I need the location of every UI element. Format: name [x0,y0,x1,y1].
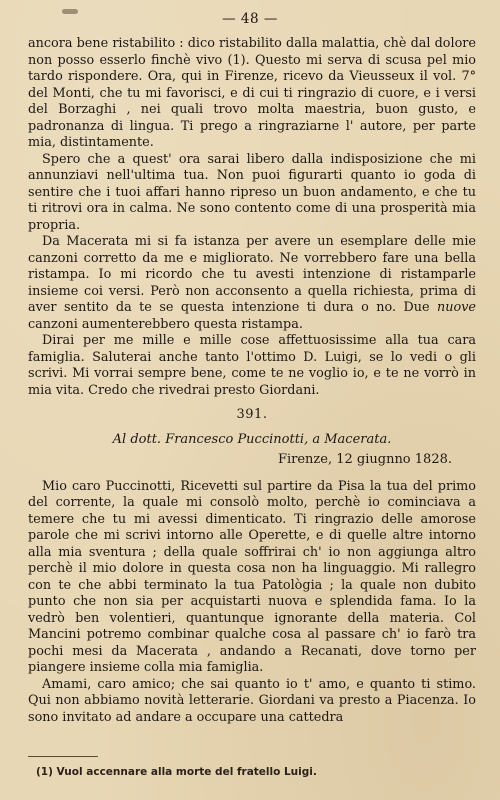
paragraph-reprint-tail: canzoni aumenterebbero questa ristampa. [28,316,303,332]
letter-number: 391. [236,407,268,422]
letter-dateline: Firenze, 12 giugnno 1828. [277,452,452,467]
footnote-rule [28,756,98,757]
letter-paragraph: Mio caro Puccinotti, Ricevetti sul partire da Pisa la tua del primo del corrente, la quale mi consolò molto, perchè io cominciava a temere che tu mi avessi dimenticato. Ti ringrazio delle amorose parole che mi scrivi intorno alle Operette, e di quelle altre intorno alla mia sventura ; della quale soffrirai ch' io non aggiunga altro perchè il mio dolore in questa cosa non ha linguaggio. Mi rallegro con te che abbi terminato la tua Patològia ; la quale non dubito punto che non sia per acquistarti nuova e splendida fama. Io la vedrò ben volentieri, quantunque ignorante della materia. Col Mancini potremo combinar qualche cosa al passare ch' io farò tra pochi mesi da Macerata , andando a Recanati, dove torno per piangere insieme colla mia famiglia. [28,478,476,675]
paragraph-reprint [28,234,476,333]
paragraph-health: Spero che a quest' ora sarai libero dalla indisposizione che mi annunziavi nell'ultima tua. Non puoi figurarti quanto io goda di sentire che i tuoi affari hanno ripreso un buon andamento, e che tu ti ritrovi ora in calma. Ne sono contento come di una prosperità mia propria. [28,151,476,233]
letter-addressee: Al dott. Francesco Puccinotti, a Macerata. [112,431,392,447]
letter-paragraph: Amami, caro amico; che sai quanto io t' amo, e quanto ti stimo. Qui non abbiamo novità letterarie. Giordani va presto a Piacenza. Io sono invitato ad andare a occupare una cattedra [28,676,476,725]
page-body [28,36,476,726]
footnote: (1) Vuol accennare alla morte del fratello Luigi. [36,766,317,778]
paragraph-continued: ancora bene ristabilito : dico ristabilito dalla malattia, chè dal dolore non posso esserlo finchè vivo (1). Questo mi serva di scusa pel mio tardo rispondere. Ora, qui in Firenze, ricevo da Vieusseux il vol. 7° del Monti, che tu mi favorisci, e di cui ti ringrazio di cuore, e i versi del Borzaghi , nei quali trovo molta maestria, buon gusto, e padronanza di lingua. Ti prego a ringraziarne l' autore, per parte mia, distintamente. [28,36,476,150]
paragraph-greetings: Dirai per me mille e mille cose affettuosissime alla tua cara famiglia. Saluterai anche tanto l'ottimo D. Luigi, se lo vedi o gli scrivi. Mi vorrai sempre bene, come te ne voglio io, e te ne vorrò in mia vita. Credo che rivedrai presto Giordani. [28,333,476,398]
page-number: — 48 — [222,11,278,27]
italic-word: nuove [437,300,476,315]
paragraph-reprint-text: Da Macerata mi si fa istanza per avere un esemplare delle mie canzoni corretto da me e migliorato. Ne vorrebbero fare una bella ristampa. Io mi ricordo che tu avesti intenzione di ristamparle insieme coi versi. Però non acconsento a quella richiesta, prima di aver sentito da te se questa intenzione ti dura o no. Due [28,234,476,315]
